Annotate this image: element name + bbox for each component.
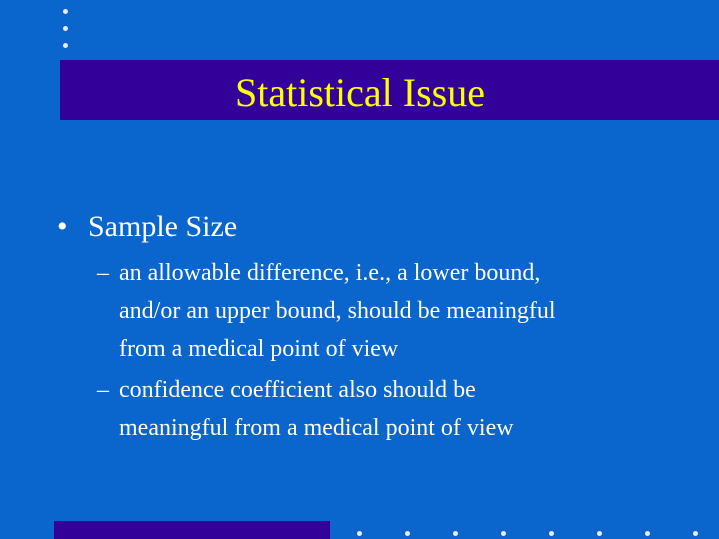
decor-dot <box>405 531 410 536</box>
decor-dot <box>501 531 506 536</box>
decor-dot <box>693 531 698 536</box>
sub-bullet-line: and/or an upper bound, should be meaningful <box>119 298 556 324</box>
sub-bullet-line: an allowable difference, i.e., a lower bound, <box>119 260 541 286</box>
sub-bullet-confidence-coefficient <box>97 371 657 447</box>
bullet-sample-size <box>57 209 237 245</box>
decor-dot <box>549 531 554 536</box>
sub-bullet-line: meaningful from a medical point of view <box>119 415 514 441</box>
decor-dot <box>63 26 68 31</box>
decor-dot <box>597 531 602 536</box>
bottom-bar <box>54 521 330 539</box>
slide-title: Statistical Issue <box>235 70 485 115</box>
decor-dot <box>63 9 68 14</box>
bullet-text: Sample Size <box>88 210 238 243</box>
sub-bullet-dash: – <box>97 260 109 286</box>
bullet-marker: • <box>57 210 68 243</box>
decor-dot <box>645 531 650 536</box>
title-bar <box>60 60 719 120</box>
decor-dot <box>63 43 68 48</box>
sub-bullet-line: confidence coefficient also should be <box>119 377 476 403</box>
sub-bullet-line: from a medical point of view <box>119 336 399 362</box>
sub-bullet-allowable-difference <box>97 254 657 368</box>
sub-bullet-dash: – <box>97 377 109 403</box>
decor-dot <box>357 531 362 536</box>
decor-dot <box>453 531 458 536</box>
